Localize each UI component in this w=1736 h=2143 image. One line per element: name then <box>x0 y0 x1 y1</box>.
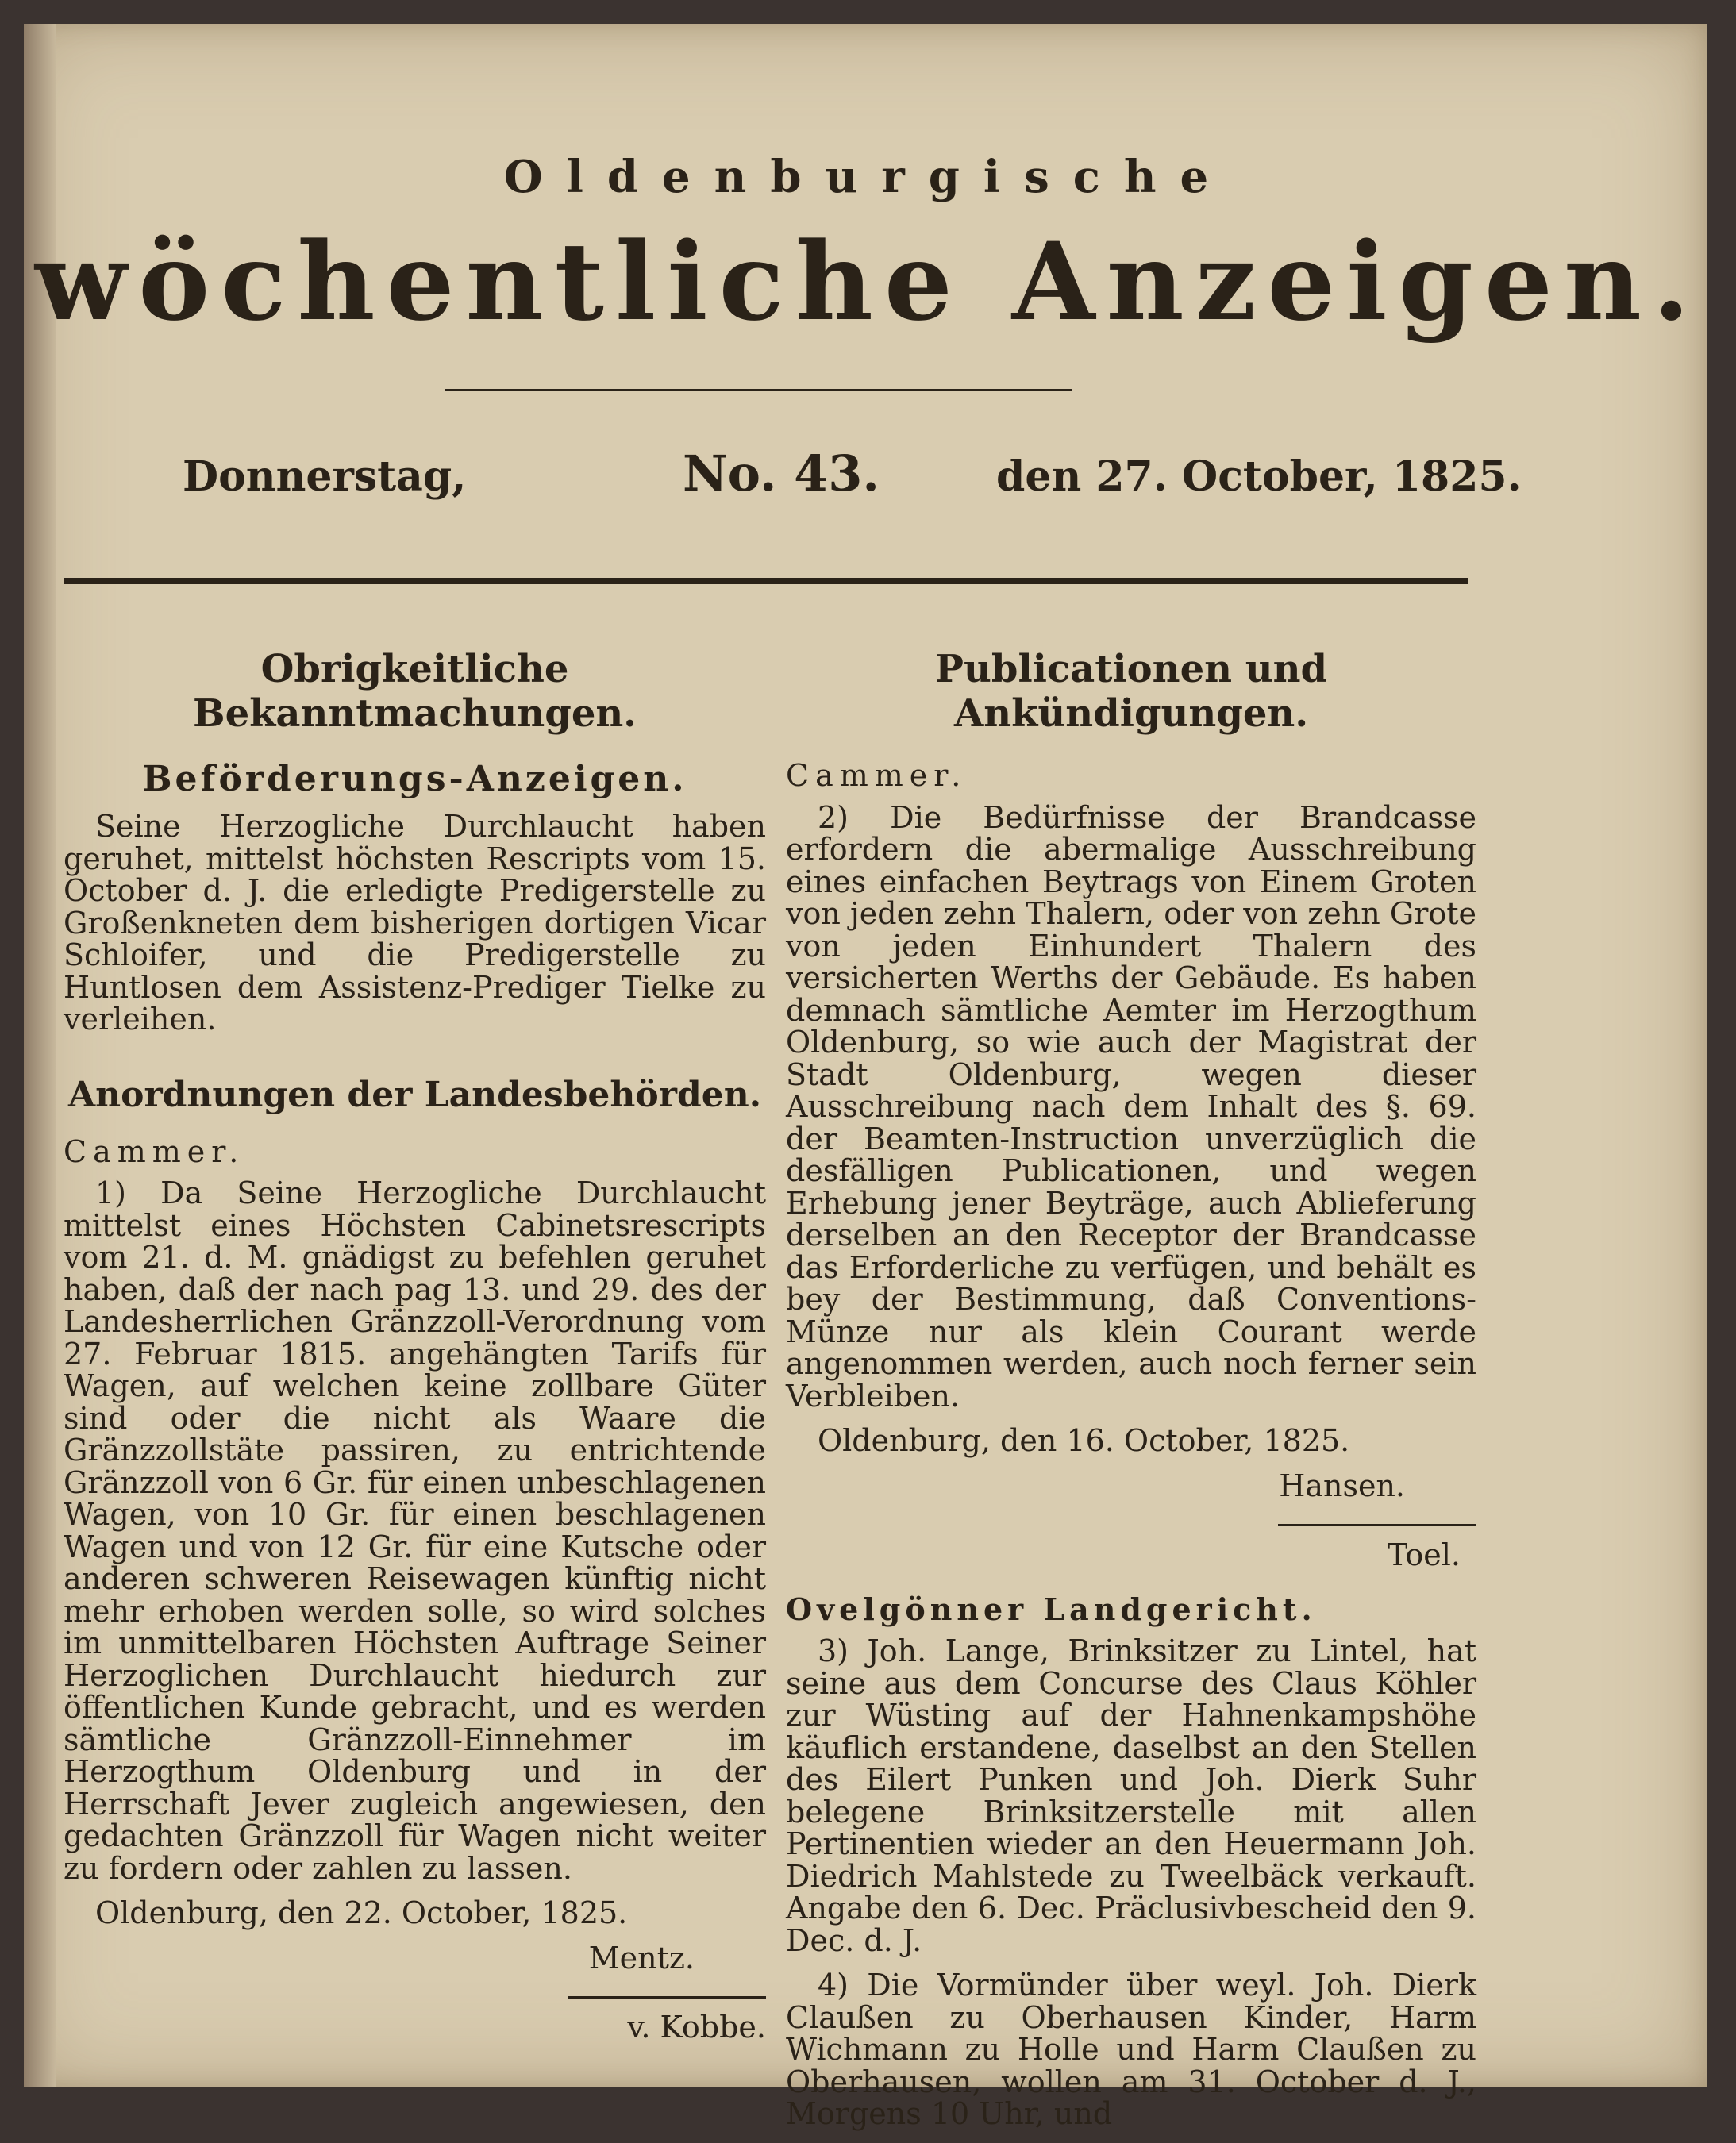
place-date: Oldenburg, den 22. October, 1825. <box>95 1895 628 1930</box>
heading-promotions: Beförderungs-Anzeigen. <box>142 759 687 799</box>
header-rule <box>64 578 1468 584</box>
section-ovelgoenne-court: Ovelgönner Landgericht. <box>786 1591 1317 1627</box>
signature-kobbe: v. Kobbe. <box>627 2010 766 2045</box>
place-date-right: Oldenburg, den 16. October, 1825. <box>818 1423 1350 1458</box>
signature-toel: Toel. <box>1388 1537 1461 1572</box>
promotion-text: Seine Herzogliche Durchlaucht haben geruhet, mittelst höchsten Rescripts vom 15. October d. J. die erledigte Predigerstelle zu Großenkneten dem bisherigen dortigen Vicar Schloifer, und die Predigerstelle zu Huntlosen dem Assistenz-Prediger Tielke zu verleihen. <box>64 809 766 1037</box>
issue-number: No. 43. <box>683 444 880 502</box>
item-2: 2) Die Bedürfnisse der Brandcasse erfordern die abermalige Ausschreibung eines einfachen Beytrags von Einem Groten von jeden zehn Thalern, oder von zehn Grote von jeden Einhundert Thalern des versicherten Werths der Gebäude. Es haben demnach sämtliche Aemter im Herzogthum Oldenburg, so wie auch der Magistrat der Stadt Oldenburg, wegen dieser Ausschreibung nach dem Inhalt des §. 69. der Beamten-Instruction unverzüglich die desfälligen Publicationen, und wegen Erhebung jener Beyträge, auch Ablieferung derselben an den Receptor der Brandcasse das Erforderliche zu verfügen, und behält es bey der Bestimmung, daß Conventions-Münze nur als klein Courant werde angenommen werden, auch noch ferner sein Verbleiben. <box>786 799 1476 1414</box>
item-4: 4) Die Vormünder über weyl. Joh. Dierk Claußen zu Oberhausen Kinder, Harm Wichmann zu Holle und Harm Claußen zu Oberhausen, wollen am 31. October d. J., Morgens 10 Uhr, und <box>786 1968 1476 2131</box>
signature-rule-right <box>1278 1524 1476 1526</box>
section-cammer: Cammer. <box>64 1133 245 1169</box>
signature-rule <box>568 1996 766 1999</box>
item-1: 1) Da Seine Herzogliche Durchlaucht mittelst eines Höchsten Cabinetsrescripts vom 21. d. M. gnädigst zu befehlen geruhet haben, daß der nach pag 13. und 29. des der Landesherrlichen Gränzzoll-Verordnung vom 27. Februar 1815. angehängten Tarifs für Wagen, auf welchen keine zollbare Güter sind oder die nicht als Waare die Gränzzollstäte passiren, zu entrichtende Gränzzoll von 6 Gr. für einen unbeschlagenen Wagen, von 10 Gr. für einen beschlagenen Wagen und von 12 Gr. für eine Kutsche oder anderen schweren Reisewagen künftig nicht mehr erhoben werden solle, so wird solches im unmittelbaren Höchsten Auftrage Seiner Herzoglichen Durchlaucht hiedurch zur öffentlichen Kunde gebracht, und es werden sämtliche Gränzzoll-Einnehmer im Herzogthum Oldenburg und in der Herrschaft Jever zugleich angewiesen, den gedachten Gränzzoll für Wagen nicht weiter zu fordern oder zahlen zu lassen. <box>64 1175 766 1886</box>
right-column <box>786 647 1476 2143</box>
masthead-title: wöchentliche Anzeigen. <box>35 218 1701 344</box>
masthead-rule <box>445 389 1072 391</box>
signature-mentz: Mentz. <box>588 1940 695 1976</box>
heading-publications: Publicationen und Ankündigungen. <box>934 647 1328 736</box>
left-column <box>64 647 766 2044</box>
dateline-day: Donnerstag, <box>183 452 467 501</box>
dateline-date: den 27. October, 1825. <box>996 452 1522 501</box>
heading-authority-orders: Anordnungen der Landesbehörden. <box>67 1074 762 1115</box>
item-3: 3) Joh. Lange, Brinksitzer zu Lintel, hat seine aus dem Concurse des Claus Köhler zur Wüsting auf der Hahnenkampshöhe käuflich erstandene, daselbst an den Stellen des Eilert Punken und Joh. Dierk Suhr belegene Brinksitzerstelle mit allen Pertinentien wieder an den Heuermann Joh. Diedrich Mahlstede zu Tweelbäck verkauft. Angabe den 6. Dec. Präclusivbescheid den 9. Dec. d. J. <box>786 1633 1476 1958</box>
heading-official-notices: Obrigkeitliche Bekanntmachungen. <box>193 647 637 736</box>
masthead-top-line: Oldenburgische <box>503 151 1233 203</box>
signature-hansen: Hansen. <box>1279 1468 1405 1503</box>
section-cammer-right: Cammer. <box>786 758 968 793</box>
